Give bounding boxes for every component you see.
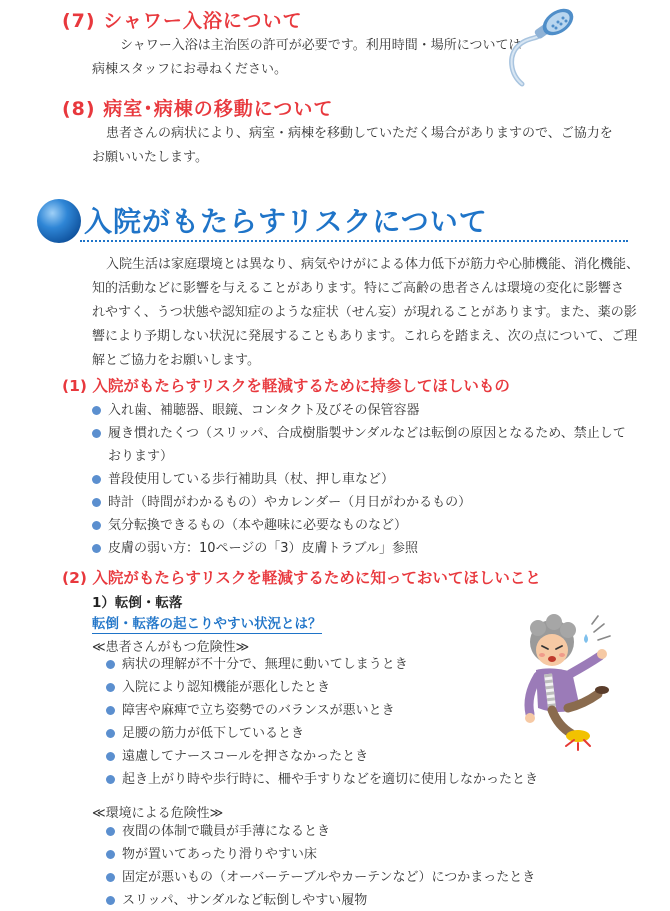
list-item: [92, 468, 626, 491]
fall-label: 1）転倒・転落: [92, 595, 183, 611]
environment-risk-label: ≪環境による危険性≫: [92, 806, 224, 821]
risk-intro-line-3: れやすく、うつ状態や認知症のような症状（せん妄）が現れることがあります。また、薬の影: [92, 305, 637, 320]
fall-question: 転倒・転落の起こりやすい状況とは？: [92, 612, 322, 634]
bullet-icon: [92, 406, 101, 415]
patient-risk-label: ≪患者さんがもつ危険性≫: [92, 640, 250, 655]
bullet-icon: [106, 729, 115, 738]
list-item: [92, 399, 626, 422]
list-item-text: 皮膚の弱い方：10ページの「3）皮膚トラブル」参照: [108, 541, 419, 556]
section-8-line-1: 患者さんの病状により、病室・病棟を移動していただく場合がありますので、ご協力を: [106, 126, 613, 141]
list-item: [92, 514, 626, 537]
bring-items-list: [92, 399, 626, 560]
section-7-line-2: 病棟スタッフにお尋ねください。: [92, 62, 288, 77]
list-item: [106, 820, 535, 843]
section-8-text: [92, 122, 613, 170]
list-item-text: 遠慮してナースコールを押さなかったとき: [122, 749, 369, 764]
list-item-text: 起き上がり時や歩行時に、柵や手すりなどを適切に使用しなかったとき: [122, 772, 539, 787]
bullet-icon: [92, 475, 101, 484]
bullet-icon: [92, 544, 101, 553]
bullet-icon: [106, 706, 115, 715]
patient-risk-list: [106, 653, 538, 791]
list-item: [106, 722, 538, 745]
risk-title-rule: [80, 240, 628, 242]
bullet-icon: [106, 850, 115, 859]
risk-intro-line-1: 入院生活は家庭環境とは異なり、病気やけがによる体力低下が筋力や心肺機能、消化機能、: [106, 257, 640, 272]
list-item-text: 障害や麻痺で立ち姿勢でのバランスが悪いとき: [122, 703, 395, 718]
risk-intro: [92, 253, 639, 373]
list-item-text: 履き慣れたくつ（スリッパ、合成樹脂製サンダルなどは転倒の原因となるため、禁止して: [108, 426, 626, 441]
list-item: [106, 676, 538, 699]
falling-elderly-person-illustration: [508, 612, 618, 758]
list-item-text: 入院により認知機能が悪化したとき: [122, 680, 331, 695]
subsection-1-heading: (1) 入院がもたらすリスクを軽減するために持参してほしいもの: [62, 377, 510, 395]
list-item-text: 夜間の体制で職員が手薄になるとき: [122, 824, 331, 839]
blue-sphere-icon: [34, 196, 84, 246]
list-item: [106, 699, 538, 722]
bullet-icon: [106, 827, 115, 836]
list-item: [106, 745, 538, 768]
list-item: [92, 491, 626, 514]
risk-intro-line-2: 知的活動などに影響を与えることがあります。特にご高齢の患者さんは環境の変化に影響さ: [92, 281, 624, 296]
list-item-text: 病状の理解が不十分で、無理に動いてしまうとき: [122, 657, 408, 672]
section-7-heading: (7) シャワー入浴について: [62, 10, 303, 32]
bullet-icon: [106, 873, 115, 882]
section-8-line-2: お願いいたします。: [92, 150, 208, 165]
list-item: [106, 843, 535, 866]
risk-title: 入院がもたらすリスクについて: [84, 205, 488, 238]
bullet-icon: [106, 752, 115, 761]
list-item-text: 気分転換できるもの（本や趣味に必要なものなど）: [108, 518, 408, 533]
list-item-text: 足腰の筋力が低下しているとき: [122, 726, 305, 741]
bullet-icon: [106, 683, 115, 692]
bullet-icon: [106, 660, 115, 669]
section-7-text: [92, 34, 521, 82]
bullet-icon: [106, 896, 115, 905]
list-item: [106, 653, 538, 676]
list-item-text: 固定が悪いもの（オーバーテーブルやカーテンなど）につかまったとき: [122, 870, 536, 885]
list-item-text: 時計（時間がわかるもの）やカレンダー（月日がわかるもの）: [108, 495, 472, 510]
bullet-icon: [106, 775, 115, 784]
list-item: [106, 889, 535, 911]
subsection-2-heading: (2) 入院がもたらすリスクを軽減するために知っておいてほしいこと: [62, 569, 541, 587]
list-item: [92, 537, 626, 560]
shower-head-illustration: [500, 4, 590, 90]
list-item-text: 普段使用している歩行補助具（杖、押し車など）: [108, 472, 395, 487]
risk-intro-line-4: 響により予期しない状況に発展することもあります。これらを踏まえ、次の点について、ご理: [92, 329, 638, 344]
list-item-text: 入れ歯、補聴器、眼鏡、コンタクト及びその保管容器: [108, 403, 420, 418]
bullet-icon: [92, 521, 101, 530]
list-item: [106, 768, 538, 791]
list-item: [92, 422, 626, 468]
risk-intro-line-5: 解とご協力をお願いします。: [92, 353, 260, 368]
environment-risk-list: [106, 820, 535, 911]
list-item-text-continued: おります）: [108, 449, 174, 464]
list-item: [106, 866, 535, 889]
list-item-text: スリッパ、サンダルなど転倒しやすい履物: [122, 893, 368, 908]
bullet-icon: [92, 429, 101, 438]
list-item-text: 物が置いてあったり滑りやすい床: [122, 847, 317, 862]
section-8-heading: (8) 病室･病棟の移動について: [62, 98, 334, 120]
bullet-icon: [92, 498, 101, 507]
section-7-line-1: シャワー入浴は主治医の許可が必要です。利用時間・場所については: [120, 38, 522, 53]
